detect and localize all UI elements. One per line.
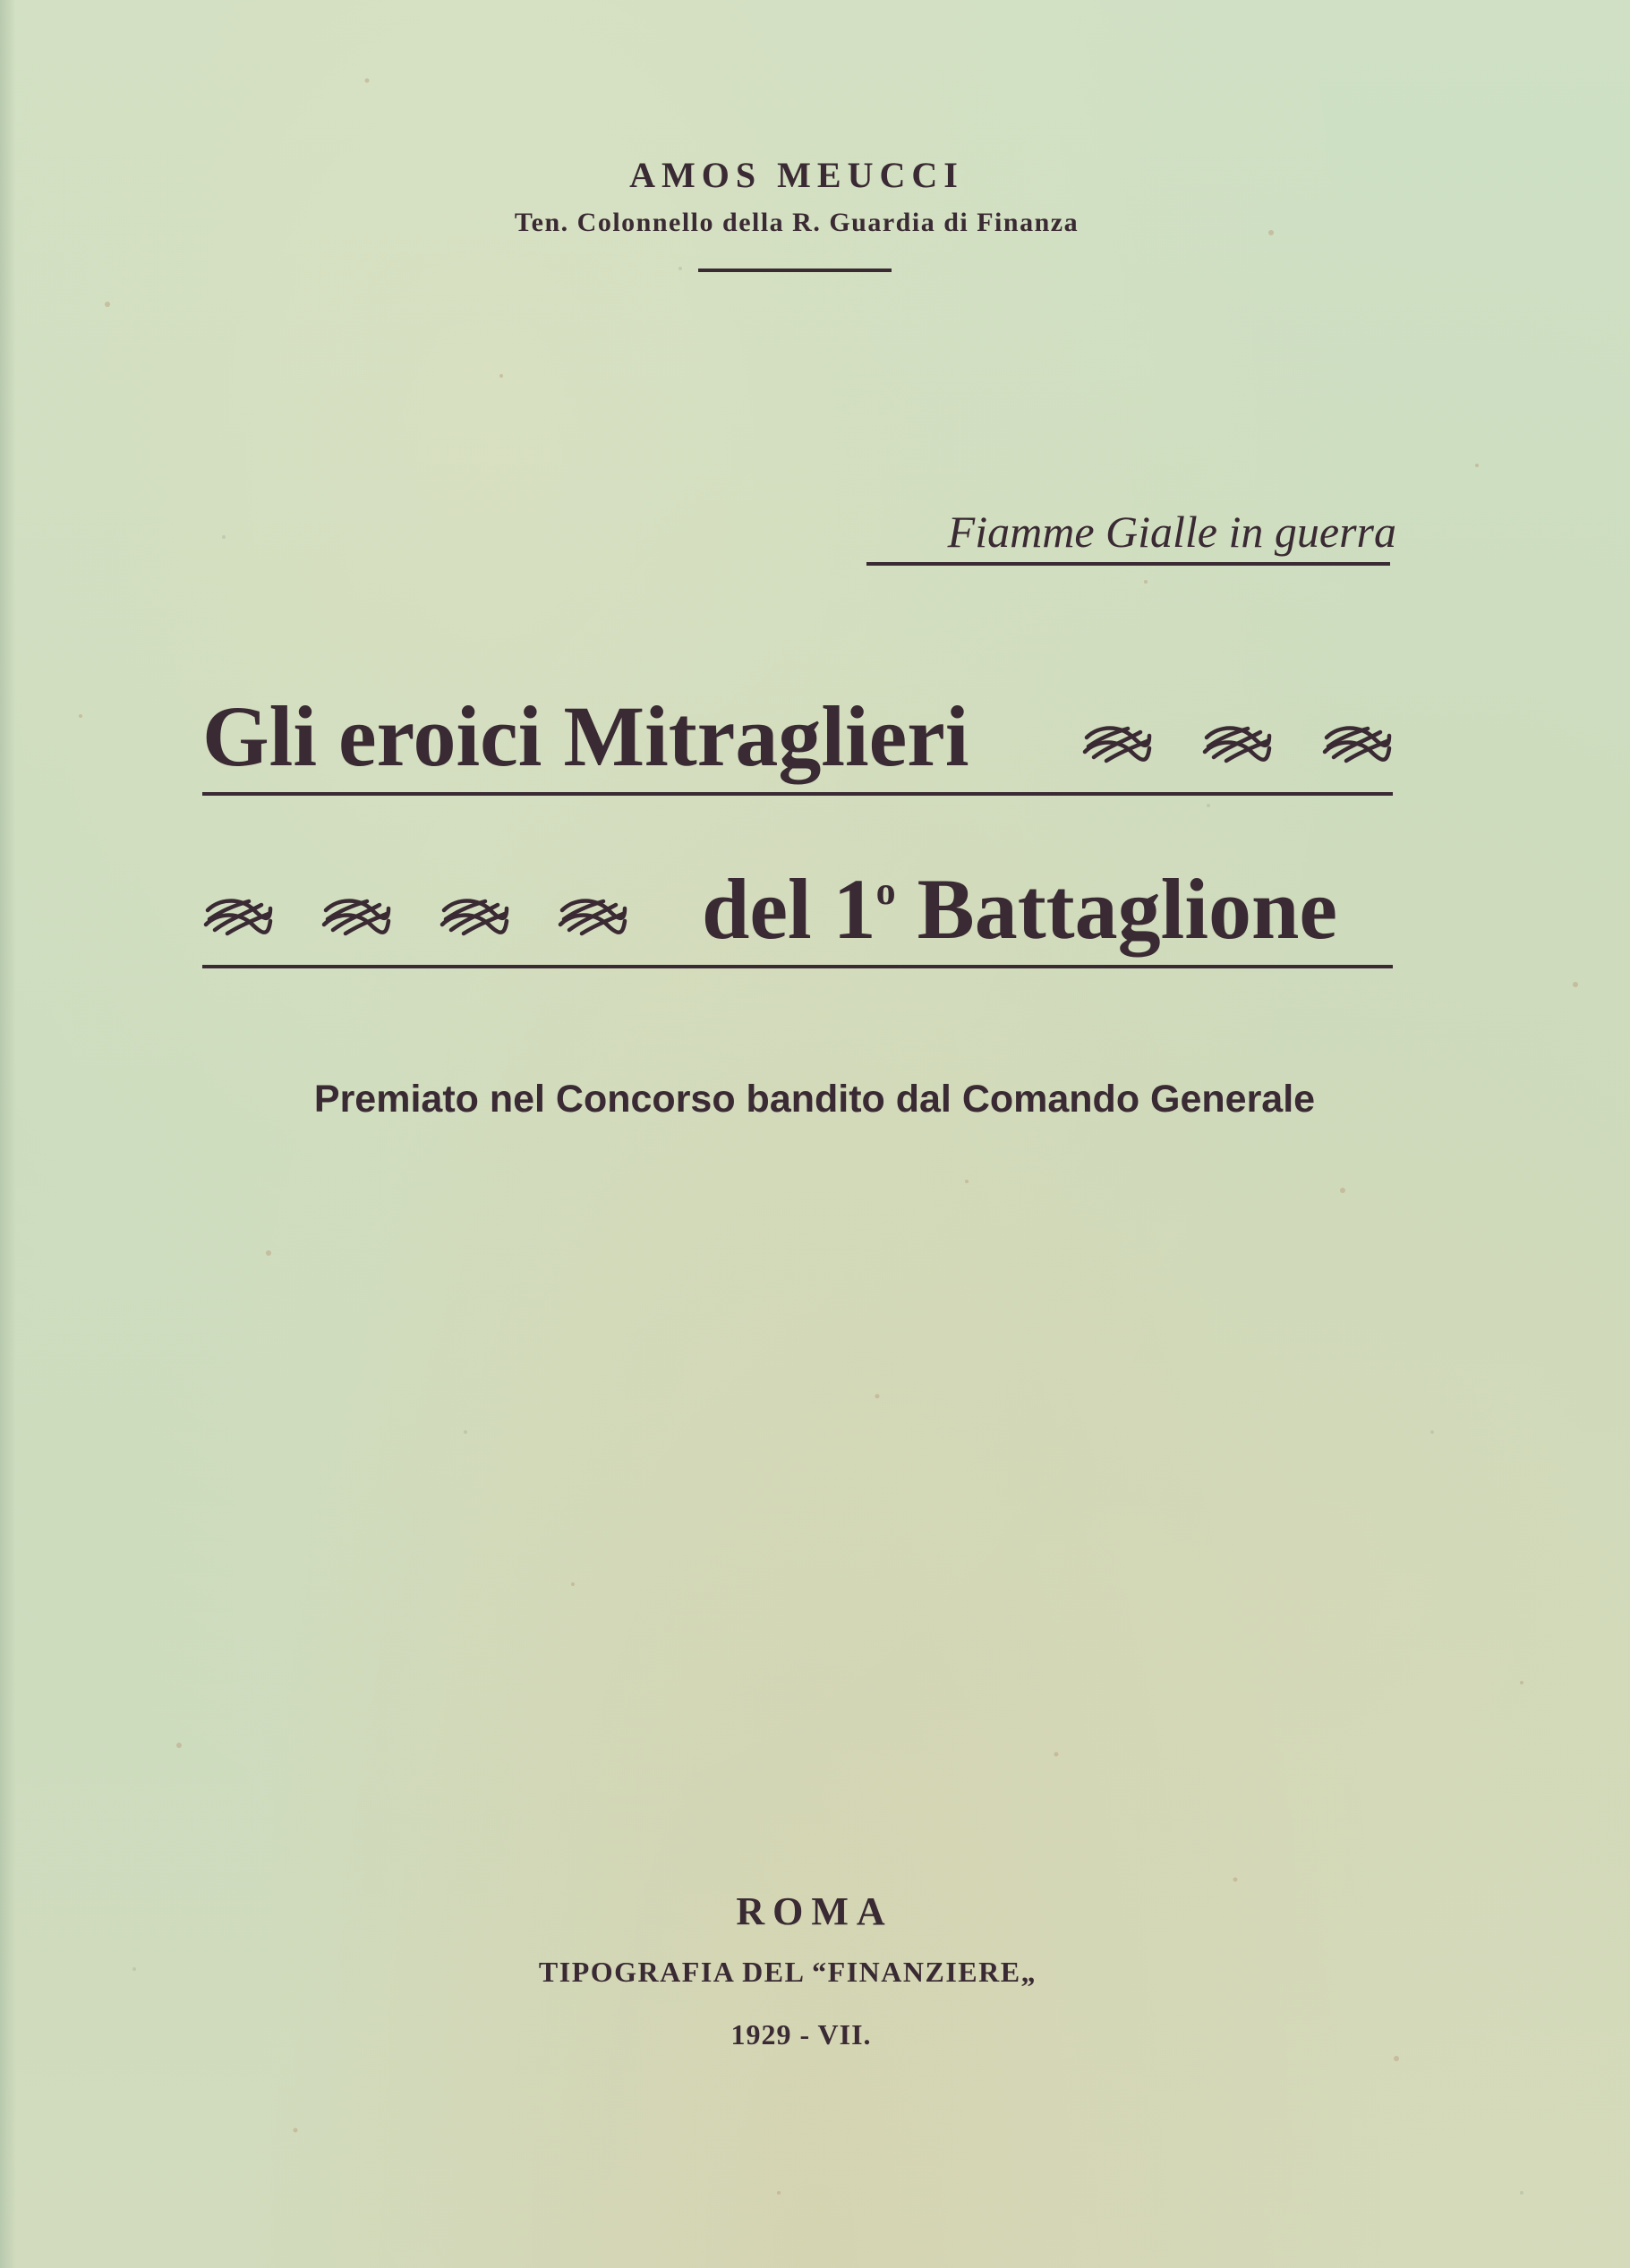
author-divider: [698, 269, 892, 272]
twisted-rope-ornament-icon: [1201, 721, 1273, 766]
printer-name: TIPOGRAFIA DEL “FINANZIERE„: [538, 1956, 1037, 1988]
author-name: AMOS MEUCCI: [629, 155, 964, 195]
twisted-rope-ornament-icon: [320, 894, 392, 939]
title-line-2: [702, 861, 1337, 957]
title-line-2-rule: [202, 965, 1393, 968]
spine-shadow: [0, 0, 16, 2268]
twisted-rope-ornament-icon: [1321, 721, 1393, 766]
twisted-rope-ornament-icon: [439, 894, 510, 939]
title-line-2-ordinal: o: [875, 869, 896, 913]
twisted-rope-ornament-icon: [202, 894, 274, 939]
author-rank: Ten. Colonnello della R. Guardia di Finanza: [514, 208, 1080, 237]
title-line-1: Gli eroici Mitraglieri: [202, 688, 969, 784]
twisted-rope-ornament-icon: [1081, 721, 1153, 766]
publication-city: ROMA: [736, 1889, 893, 1933]
title-line-2-end: Battaglione: [895, 861, 1337, 957]
series-title: Fiamme Gialle in guerra: [947, 507, 1396, 557]
award-note: Premiato nel Concorso bandito dal Comando Generale: [313, 1078, 1316, 1121]
twisted-rope-ornament-icon: [557, 894, 628, 939]
title-line-1-rule: [202, 792, 1393, 796]
title-line-2-main: del 1: [702, 861, 876, 957]
series-underline: [866, 562, 1390, 566]
publication-year: 1929 - VII.: [730, 2018, 872, 2051]
